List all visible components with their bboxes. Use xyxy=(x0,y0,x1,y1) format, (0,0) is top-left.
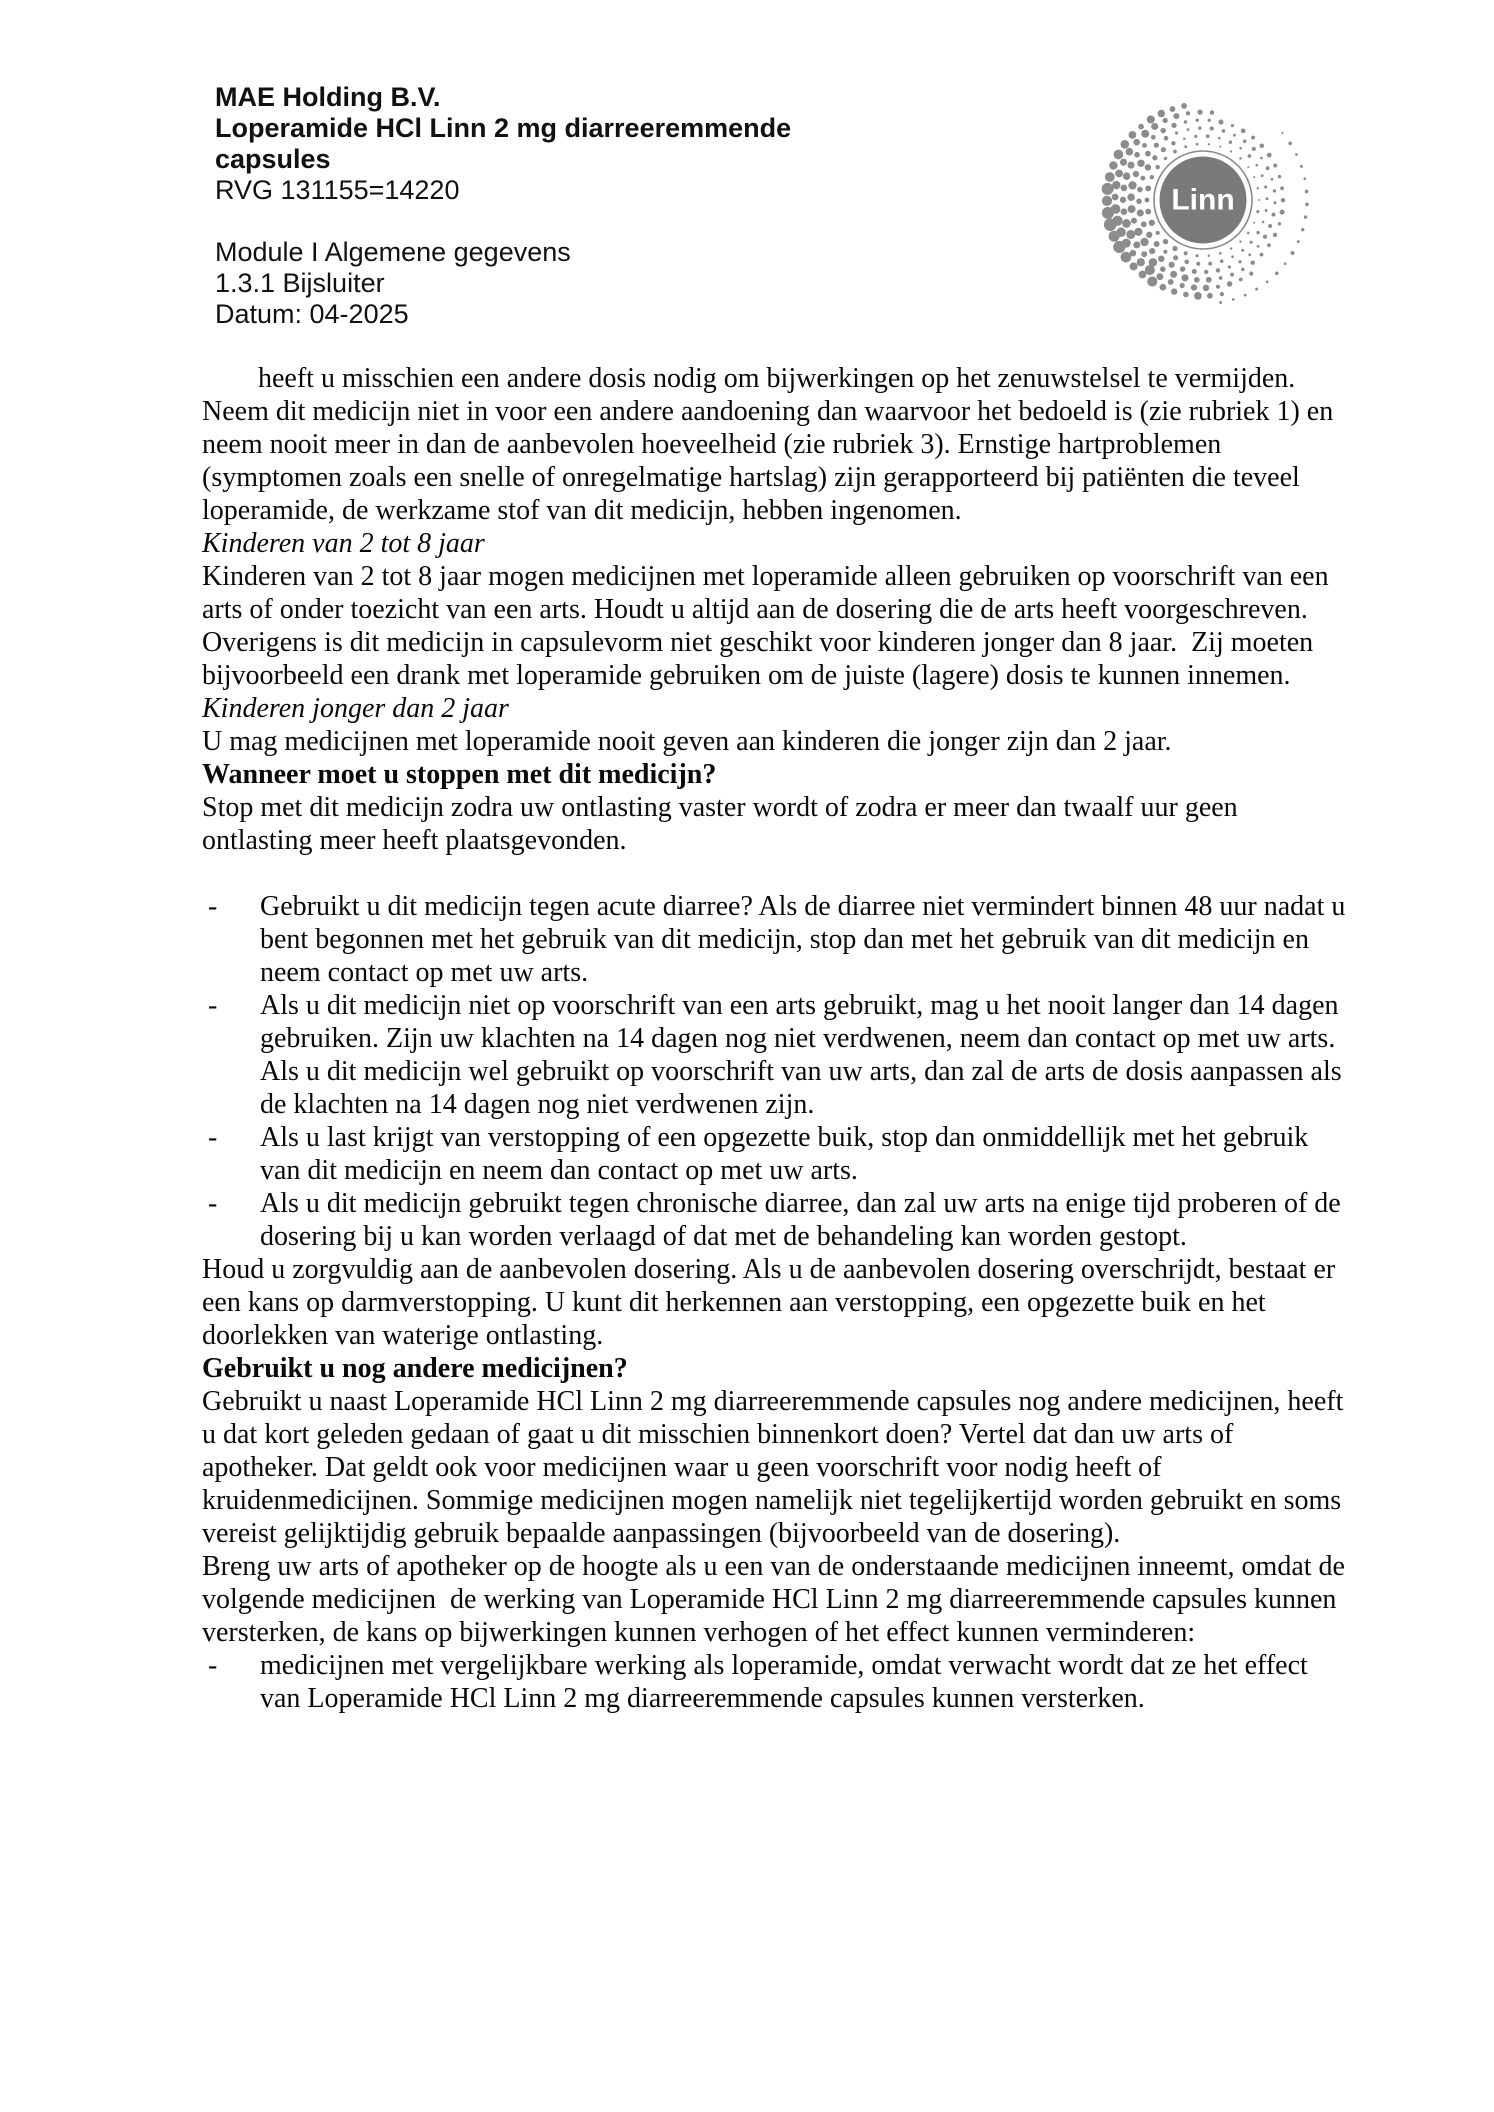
bullet-text: Als u dit medicijn niet op voorschrift van een arts gebruikt, mag u het nooit langer dan 14 dagen gebruiken. Zijn uw klachten na 14 dagen nog niet verdwenen, neem dan contact op met uw arts. Als u dit medicijn wel gebruikt op voorschrift van uw arts, dan zal de arts de dosis aanpassen als de klachten na 14 dagen nog niet verdwenen zijn. xyxy=(260,990,1349,1120)
bullet-text: Als u last krijgt van verstopping of een opgezette buik, stop dan onmiddellijk met het gebruik van dit medicijn en neem dan contact op met uw arts. xyxy=(260,1122,1316,1186)
continuation-line: heeft u misschien een andere dosis nodig om bijwerkingen op het zenuwstelsel te vermijden. xyxy=(258,363,1296,394)
bullet-item xyxy=(202,1187,1352,1253)
date-line: Datum: 04-2025 xyxy=(215,299,409,329)
section-line: 1.3.1 Bijsluiter xyxy=(215,268,385,298)
stop-bullet-list xyxy=(202,890,1352,1253)
bullet-item xyxy=(202,989,1352,1121)
bullet-text: Als u dit medicijn gebruikt tegen chronische diarree, dan zal uw arts na enige tijd proberen of de dosering bij u kan worden verlaagd of dat met de behandeling kan worden gestopt. xyxy=(260,1188,1348,1252)
module-line: Module I Algemene gegevens xyxy=(215,237,571,267)
bullet-dash: - xyxy=(208,990,218,1021)
bullet-item xyxy=(202,1649,1352,1715)
paragraph-other-medicines: Gebruikt u naast Loperamide HCl Linn 2 mg diarreeremmende capsules nog andere medicijnen, heeft u dat kort geleden gedaan of gaat u dit misschien binnenkort doen? Vertel dat dan uw arts of apotheker. Dat geldt ook voor medicijnen waar u geen voorschrift voor nodig heeft of kruidenmedicijnen. Sommige medicijnen mogen namelijk niet tegelijkertijd worden gebruikt en soms vereist gelijktijdig gebruik bepaalde aanpassingen (bijvoorbeeld van de dosering). xyxy=(202,1386,1351,1549)
paragraph-interactions-intro: Breng uw arts of apotheker op de hoogte als u een van de onderstaande medicijnen inneemt, omdat de volgende medicijnen de werking van Loperamide HCl Linn 2 mg diarreeremmende capsules kunnen versterken, de kans op bijwerkingen kunnen verhogen of het effect kunnen verminderen: xyxy=(202,1551,1352,1648)
leaflet-body xyxy=(202,362,1352,1715)
doc-header xyxy=(215,82,791,330)
logo-label: Linn xyxy=(1171,183,1235,217)
paragraph-children-under-2: U mag medicijnen met loperamide nooit geven aan kinderen die jonger zijn dan 2 jaar. xyxy=(202,726,1172,757)
company-name: MAE Holding B.V. xyxy=(215,82,441,112)
heading-other-medicines: Gebruikt u nog andere medicijnen? xyxy=(202,1353,628,1384)
bullet-text: Gebruikt u dit medicijn tegen acute diarree? Als de diarree niet vermindert binnen 48 uur nadat u bent begonnen met het gebruik van dit medicijn, stop dan met het gebruik van dit medicijn en neem contact op met uw arts. xyxy=(260,891,1353,988)
bullet-dash: - xyxy=(208,1122,218,1153)
warning-paragraph: Neem dit medicijn niet in voor een andere aandoening dan waarvoor het bedoeld is (zie rubriek 1) en neem nooit meer in dan de aanbevolen hoeveelheid (zie rubriek 3). Ernstige hartproblemen (symptomen zoals een snelle of onregelmatige hartslag) zijn gerapporteerd bij patiënten die teveel loperamide, de werkzame stof van dit medicijn, hebben ingenomen. xyxy=(202,396,1341,526)
bullet-dash: - xyxy=(208,891,218,922)
paragraph-children-2-8: Kinderen van 2 tot 8 jaar mogen medicijnen met loperamide alleen gebruiken op voorschrift van een arts of onder toezicht van een arts. Houdt u altijd aan de dosering die de arts heeft voorgeschreven. Overigens is dit medicijn in capsulevorm niet geschikt voor kinderen jonger dan 8 jaar. Zij moeten bijvoorbeeld een drank met loperamide gebruiken om de juiste (lagere) dosis te kunnen innemen. xyxy=(202,561,1336,691)
rvg-number: RVG 131155=14220 xyxy=(215,175,460,205)
heading-children-2-8: Kinderen van 2 tot 8 jaar xyxy=(202,528,485,559)
heading-children-under-2: Kinderen jonger dan 2 jaar xyxy=(202,693,509,724)
linn-logo-svg xyxy=(1073,72,1333,322)
bullet-item xyxy=(202,1121,1352,1187)
bullet-dash: - xyxy=(208,1650,218,1681)
heading-when-to-stop: Wanneer moet u stoppen met dit medicijn? xyxy=(202,759,717,790)
product-name-line1: Loperamide HCl Linn 2 mg diarreeremmende xyxy=(215,113,792,143)
product-name-line2: capsules xyxy=(215,144,331,174)
linn-logo xyxy=(1073,72,1333,322)
bullet-item xyxy=(202,890,1352,989)
bullet-text: medicijnen met vergelijkbare werking als loperamide, omdat verwacht wordt dat ze het effect van Loperamide HCl Linn 2 mg diarreeremmende capsules kunnen versterken. xyxy=(260,1650,1315,1714)
interactions-bullet-list xyxy=(202,1649,1352,1715)
paragraph-when-to-stop: Stop met dit medicijn zodra uw ontlasting vaster wordt of zodra er meer dan twaalf uur geen ontlasting meer heeft plaatsgevonden. xyxy=(202,792,1245,856)
bullet-dash: - xyxy=(208,1188,218,1219)
paragraph-dosing-advice: Houd u zorgvuldig aan de aanbevolen dosering. Als u de aanbevolen dosering overschrijdt, bestaat er een kans op darmverstopping. U kunt dit herkennen aan verstopping, een opgezette buik en het doorlekken van waterige ontlasting. xyxy=(202,1254,1343,1351)
